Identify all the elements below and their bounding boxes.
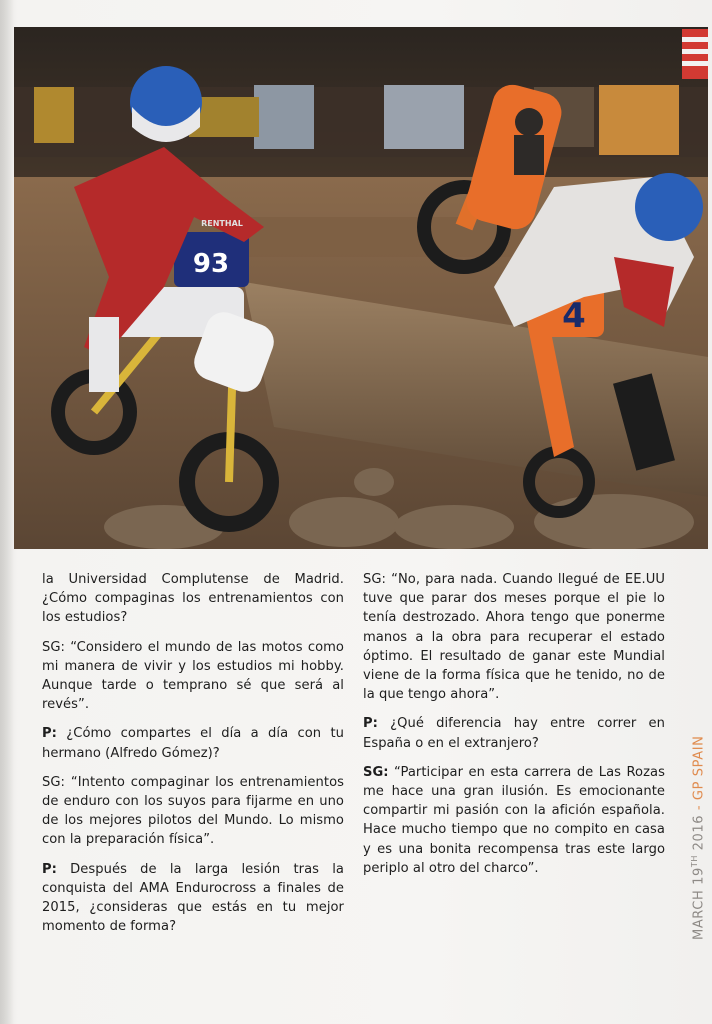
year-text: 2016	[691, 810, 707, 856]
handguard-brand: RENTHAL	[201, 219, 243, 228]
paragraph-text: ¿Cómo compartes el día a día con tu hermano (Alfredo Gómez)?	[42, 726, 344, 761]
paragraph	[42, 570, 344, 628]
paragraph	[42, 638, 344, 715]
flag-icon	[682, 29, 708, 79]
paragraph-text: SG: “Considero el mundo de las motos como mi manera de vivir y los estudios mi hobby. Aunque tarde o temprano sé que será al revés”.	[42, 639, 344, 713]
answer-label: SG:	[363, 764, 389, 780]
paragraph	[363, 570, 665, 704]
question-paragraph	[363, 714, 665, 752]
paragraph	[42, 773, 344, 850]
banner	[254, 85, 314, 149]
paragraph-text: ¿Qué diferencia hay entre correr en España o en el extranjero?	[363, 716, 665, 751]
date-text: MARCH 19	[691, 867, 707, 940]
paragraph-text: “Participar en esta carrera de Las Rozas me hace una gran ilusión. Es emocionante compartir mi pasión con la afición española. Hace mucho tiempo que no compito en casa y es una bonita recompensa tras este largo periplo al otro del charco”.	[363, 764, 665, 876]
race-illustration	[14, 27, 708, 549]
banner	[599, 85, 679, 155]
page-gutter-shadow	[0, 0, 14, 1024]
banner	[34, 87, 74, 143]
paragraph-text: la Universidad Complutense de Madrid. ¿Cómo compaginas los entrenamientos con los estudios?	[42, 572, 344, 626]
event-name: GP SPAIN	[691, 735, 707, 805]
date-ordinal: TH	[690, 855, 699, 868]
paragraph-text: Después de la larga lesión tras la conquista del AMA Endurocross a finales de 2015, ¿consideras que estás en tu mejor momento de forma?	[42, 861, 344, 935]
enduro-race-photo	[14, 27, 708, 549]
question-paragraph	[42, 724, 344, 762]
question-label: P:	[42, 861, 57, 877]
separator: -	[691, 804, 707, 811]
article-column-right	[363, 570, 665, 888]
question-paragraph	[42, 860, 344, 937]
article-column-left	[42, 570, 344, 946]
banner	[384, 85, 464, 149]
question-label: P:	[363, 716, 378, 732]
answer-paragraph	[363, 763, 665, 878]
question-label: P:	[42, 726, 57, 742]
issue-date-label	[690, 736, 706, 940]
plate-number: 4	[562, 296, 586, 336]
plate-number: 93	[192, 249, 230, 279]
paragraph-text: SG: “Intento compaginar los entrenamientos de enduro con los suyos para fijarme en uno de los mejores pilotos del Mundo. Lo mismo con la preparación física”.	[42, 774, 344, 848]
paragraph-text: SG: “No, para nada. Cuando llegué de EE.UU tuve que parar dos meses porque el pie lo tenía destrozado. Ahora tengo que ponerme manos a la obra para recuperar el estado óptimo. El resultado de ganar este Mundial viene de la forma física que he tenido, no de la que tengo ahora”.	[363, 572, 665, 703]
